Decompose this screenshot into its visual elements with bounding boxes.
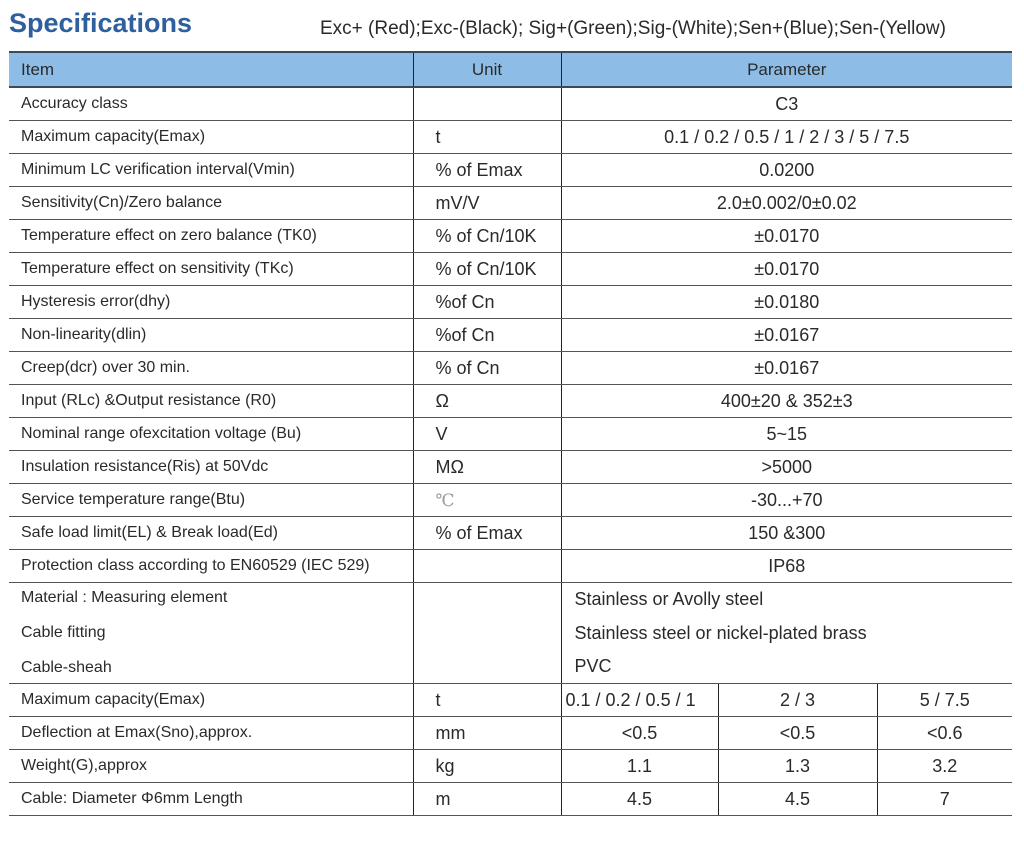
column-header-parameter: Parameter [561, 52, 1012, 87]
row-item: Non-linearity(dlin) [9, 319, 413, 352]
row-item: Creep(dcr) over 30 min. [9, 352, 413, 385]
row-unit: % of Cn/10K [413, 253, 561, 286]
table-row [9, 783, 1012, 816]
table-row [9, 750, 1012, 783]
row-unit: kg [413, 750, 561, 783]
row-value: 0.0200 [561, 154, 1012, 187]
row-unit: % of Cn [413, 352, 561, 385]
row-value: ±0.0167 [561, 352, 1012, 385]
row-value: 0.1 / 0.2 / 0.5 / 1 [561, 684, 718, 717]
row-value: 4.5 [561, 783, 718, 816]
row-item: Hysteresis error(dhy) [9, 286, 413, 319]
row-item: Accuracy class [9, 87, 413, 121]
row-value: ±0.0170 [561, 253, 1012, 286]
row-item: Maximum capacity(Emax) [9, 121, 413, 154]
materials-items [9, 583, 413, 684]
row-unit: % of Cn/10K [413, 220, 561, 253]
row-value: ±0.0167 [561, 319, 1012, 352]
row-value: <0.5 [561, 717, 718, 750]
table-row [9, 717, 1012, 750]
row-unit: m [413, 783, 561, 816]
page-title: Specifications [9, 8, 193, 38]
wiring-legend: Exc+ (Red);Exc-(Black); Sig+(Green);Sig-(White);Sen+(Blue);Sen-(Yellow) [320, 18, 946, 39]
table-row [9, 418, 1012, 451]
table-row [9, 517, 1012, 550]
celsius-symbol: ℃ [435, 490, 455, 511]
row-value: 2.0±0.002/0±0.02 [561, 187, 1012, 220]
row-unit: % of Emax [413, 154, 561, 187]
row-value: 1.3 [718, 750, 877, 783]
row-item: Maximum capacity(Emax) [9, 684, 413, 717]
table-row [9, 352, 1012, 385]
table-row [9, 87, 1012, 121]
table-row [9, 684, 1012, 717]
row-value: IP68 [561, 550, 1012, 583]
table-row [9, 286, 1012, 319]
materials-values [561, 583, 1012, 684]
row-unit [413, 87, 561, 121]
row-item: Weight(G),approx [9, 750, 413, 783]
material-value: Stainless or Avolly steel [574, 589, 764, 609]
row-value: 150 &300 [561, 517, 1012, 550]
row-value: 1.1 [561, 750, 718, 783]
row-item: Insulation resistance(Ris) at 50Vdc [9, 451, 413, 484]
material-item: Cable-sheah [21, 659, 112, 676]
row-item: Input (RLc) &Output resistance (R0) [9, 385, 413, 418]
row-value: 5~15 [561, 418, 1012, 451]
row-unit: V [413, 418, 561, 451]
row-unit: mm [413, 717, 561, 750]
row-item: Protection class according to EN60529 (IEC 529) [9, 550, 413, 583]
table-row [9, 319, 1012, 352]
row-item: Service temperature range(Btu) [9, 484, 413, 517]
row-value: 5 / 7.5 [877, 684, 1012, 717]
material-item: Cable fitting [21, 624, 106, 641]
row-value: 7 [877, 783, 1012, 816]
column-header-unit: Unit [413, 52, 561, 87]
row-unit [413, 550, 561, 583]
materials-row [9, 583, 1012, 684]
row-value: 4.5 [718, 783, 877, 816]
table-row [9, 154, 1012, 187]
row-value: >5000 [561, 451, 1012, 484]
material-value: PVC [574, 656, 612, 676]
row-unit: mV/V [413, 187, 561, 220]
row-item: Temperature effect on zero balance (TK0) [9, 220, 413, 253]
row-value: ±0.0180 [561, 286, 1012, 319]
table-row [9, 385, 1012, 418]
row-item: Nominal range ofexcitation voltage (Bu) [9, 418, 413, 451]
row-item: Cable: Diameter Φ6mm Length [9, 783, 413, 816]
material-item: Material : Measuring element [21, 589, 228, 606]
table-row [9, 187, 1012, 220]
table-row [9, 484, 1012, 517]
table-row [9, 220, 1012, 253]
row-unit [413, 484, 561, 517]
row-value: 3.2 [877, 750, 1012, 783]
materials-unit [413, 583, 561, 684]
row-unit: MΩ [413, 451, 561, 484]
row-unit: %of Cn [413, 286, 561, 319]
row-unit: Ω [413, 385, 561, 418]
table-header-row [9, 52, 1012, 87]
row-item: Deflection at Emax(Sno),approx. [9, 717, 413, 750]
row-value: C3 [561, 87, 1012, 121]
row-value: 400±20 & 352±3 [561, 385, 1012, 418]
row-unit: t [413, 684, 561, 717]
row-item: Minimum LC verification interval(Vmin) [9, 154, 413, 187]
row-value: 0.1 / 0.2 / 0.5 / 1 / 2 / 3 / 5 / 7.5 [561, 121, 1012, 154]
table-row [9, 253, 1012, 286]
row-value: <0.6 [877, 717, 1012, 750]
row-unit: t [413, 121, 561, 154]
table-row [9, 121, 1012, 154]
row-unit: %of Cn [413, 319, 561, 352]
row-value: -30...+70 [561, 484, 1012, 517]
column-header-item: Item [9, 52, 413, 87]
row-value: 2 / 3 [718, 684, 877, 717]
row-unit: % of Emax [413, 517, 561, 550]
row-item: Temperature effect on sensitivity (TKc) [9, 253, 413, 286]
row-item: Sensitivity(Cn)/Zero balance [9, 187, 413, 220]
specifications-table [9, 51, 1012, 816]
table-row [9, 550, 1012, 583]
table-row [9, 451, 1012, 484]
row-item: Safe load limit(EL) & Break load(Ed) [9, 517, 413, 550]
material-value: Stainless steel or nickel-plated brass [574, 622, 867, 643]
row-value: ±0.0170 [561, 220, 1012, 253]
row-value: <0.5 [718, 717, 877, 750]
